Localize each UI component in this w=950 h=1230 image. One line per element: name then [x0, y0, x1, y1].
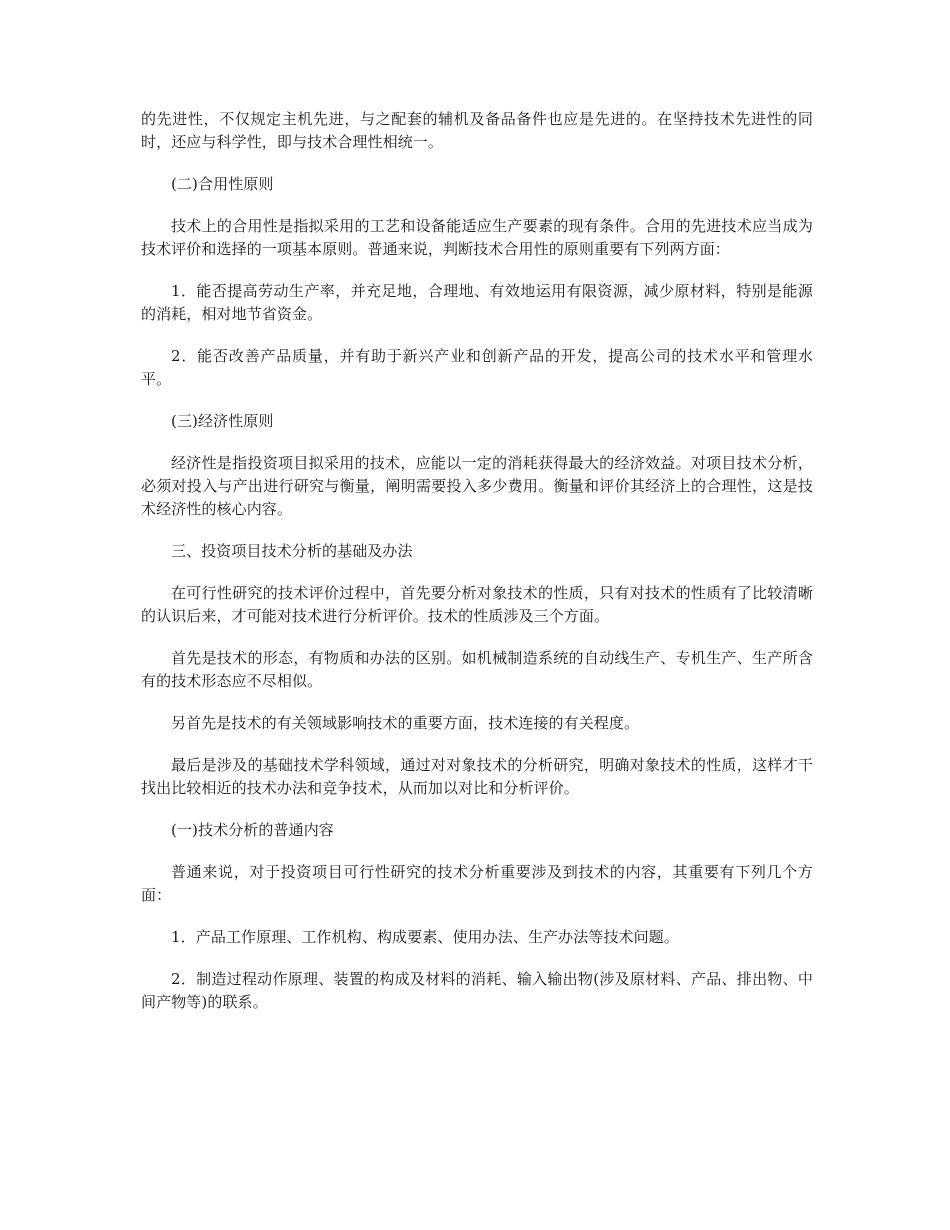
section-heading-applicability: (二)合用性原则 — [171, 175, 274, 193]
document-body — [141, 108, 813, 1033]
paragraph: 经济性是指投资项目拟采用的技术，应能以一定的消耗获得最大的经济效益。对项目技术分析，必须对投入与产出进行研究与衡量，阐明需要投入多少费用。衡量和评价其经济上的合理性，这是技术经济性的核心内容。 — [141, 454, 813, 518]
list-item: 2．制造过程动作原理、装置的构成及材料的消耗、输入输出物(涉及原材料、产品、排出物、中间产物等)的联系。 — [141, 970, 813, 1011]
paragraph: 在可行性研究的技术评价过程中，首先要分析对象技术的性质，只有对技术的性质有了比较清晰的认识后来，才可能对技术进行分析评价。技术的性质涉及三个方面。 — [141, 584, 813, 625]
paragraph: 最后是涉及的基础技术学科领域，通过对对象技术的分析研究，明确对象技术的性质，这样才干找出比较相近的技术办法和竞争技术，从而加以对比和分析评价。 — [141, 756, 813, 797]
paragraph: 普通来说，对于投资项目可行性研究的技术分析重要涉及到技术的内容，其重要有下列几个方面： — [141, 863, 813, 904]
paragraph: 技术上的合用性是指拟采用的工艺和设备能适应生产要素的现有条件。合用的先进技术应当成为技术评价和选择的一项基本原则。普通来说，判断技术合用性的原则重要有下列两方面： — [141, 217, 813, 258]
paragraph: 首先是技术的形态，有物质和办法的区别。如机械制造系统的自动线生产、专机生产、生产所含有的技术形态应不尽相似。 — [141, 649, 813, 690]
section-heading-general-content: (一)技术分析的普通内容 — [171, 821, 334, 839]
section-heading-economy: (三)经济性原则 — [171, 412, 274, 430]
section-heading-technical-analysis: 三、投资项目技术分析的基础及办法 — [171, 542, 413, 560]
list-item: 1．能否提高劳动生产率，并充足地，合理地、有效地运用有限资源，减少原材料，特别是能源的消耗，相对地节省资金。 — [141, 282, 813, 323]
list-item: 2．能否改善产品质量，并有助于新兴产业和创新产品的开发，提高公司的技术水平和管理水平。 — [141, 347, 813, 388]
paragraph-continuation: 的先进性，不仅规定主机先进，与之配套的辅机及备品备件也应是先进的。在坚持技术先进性的同时，还应与科学性，即与技术合理性相统一。 — [141, 110, 813, 151]
list-item: 1．产品工作原理、工作机构、构成要素、使用办法、生产办法等技术问题。 — [171, 928, 679, 946]
paragraph: 另首先是技术的有关领域影响技术的重要方面，技术连接的有关程度。 — [171, 714, 640, 732]
